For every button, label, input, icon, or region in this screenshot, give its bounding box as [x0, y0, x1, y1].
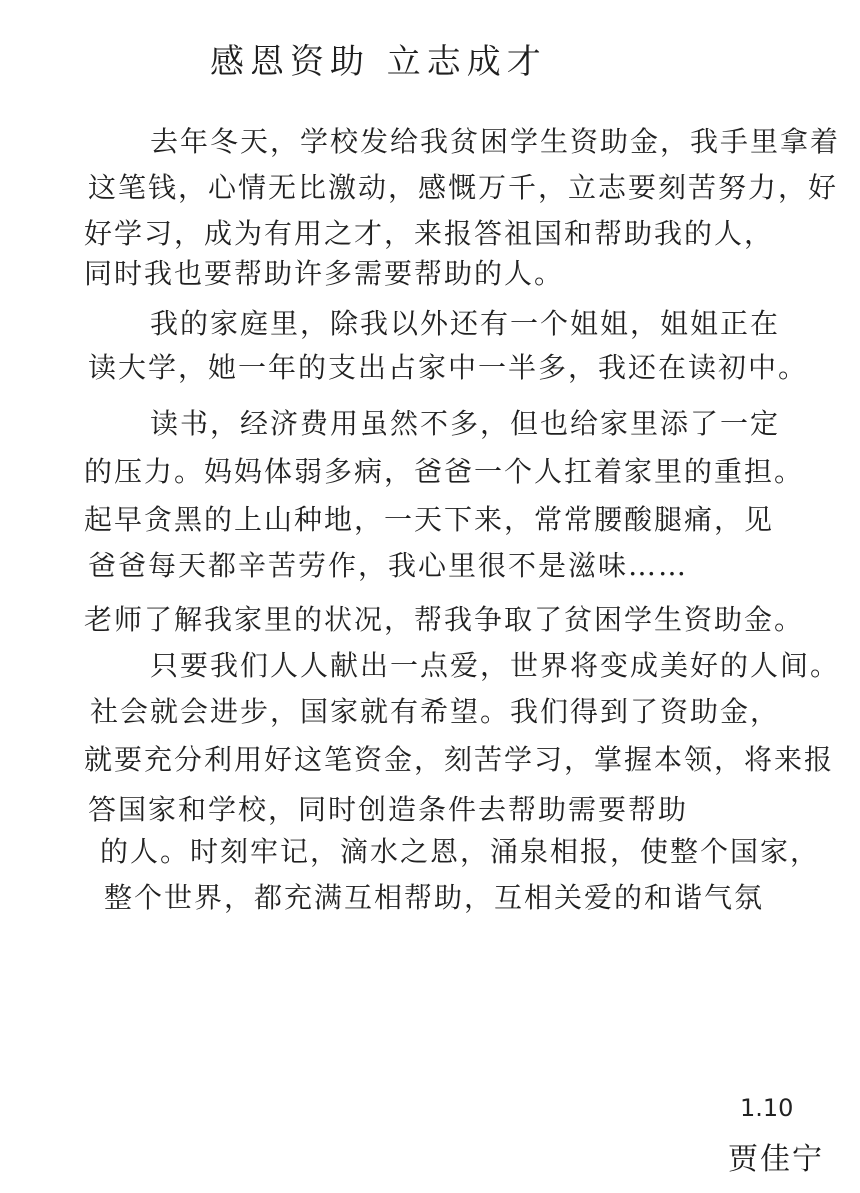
letter-line-17: 整个世界，都充满互相帮助，互相关爱的和谐气氛 — [104, 881, 765, 914]
letter-line-15: 答国家和学校，同时创造条件去帮助需要帮助 — [88, 793, 689, 826]
letter-line-5: 我的家庭里，除我以外还有一个姐姐，姐姐正在 — [150, 307, 781, 340]
letter-line-4: 同时我也要帮助许多需要帮助的人。 — [84, 257, 565, 290]
letter-line-12: 只要我们人人献出一点爱，世界将变成美好的人间。 — [150, 649, 841, 682]
letter-line-16: 的人。时刻牢记，滴水之恩，涌泉相报，使整个国家， — [100, 835, 821, 868]
letter-line-1: 去年冬天，学校发给我贫困学生资助金，我手里拿着 — [150, 125, 841, 158]
letter-line-7: 读书，经济费用虽然不多，但也给家里添了一定 — [150, 407, 781, 440]
letter-line-3: 好学习，成为有用之才，来报答祖国和帮助我的人， — [84, 217, 775, 250]
letter-line-8: 的压力。妈妈体弱多病，爸爸一个人扛着家里的重担。 — [84, 455, 805, 488]
letter-line-14: 就要充分利用好这笔资金，刻苦学习，掌握本领，将来报 — [84, 743, 835, 776]
author-signature: 贾佳宁 — [728, 1142, 824, 1177]
letter-line-11: 老师了解我家里的状况，帮我争取了贫困学生资助金。 — [84, 603, 805, 636]
letter-line-13: 社会就会进步，国家就有希望。我们得到了资助金， — [90, 695, 781, 728]
letter-line-2: 这笔钱，心情无比激动，感慨万千，立志要刻苦努力，好 — [88, 171, 839, 204]
letter-line-9: 起早贪黑的上山种地，一天下来，常常腰酸腿痛，见 — [84, 503, 775, 536]
letter-date: 1.10 — [740, 1094, 794, 1122]
letter-line-6: 读大学，她一年的支出占家中一半多，我还在读初中。 — [88, 351, 809, 384]
letter-title: 感恩资助 立志成才 — [210, 42, 547, 82]
letter-line-10: 爸爸每天都辛苦劳作，我心里很不是滋味…… — [88, 549, 689, 582]
